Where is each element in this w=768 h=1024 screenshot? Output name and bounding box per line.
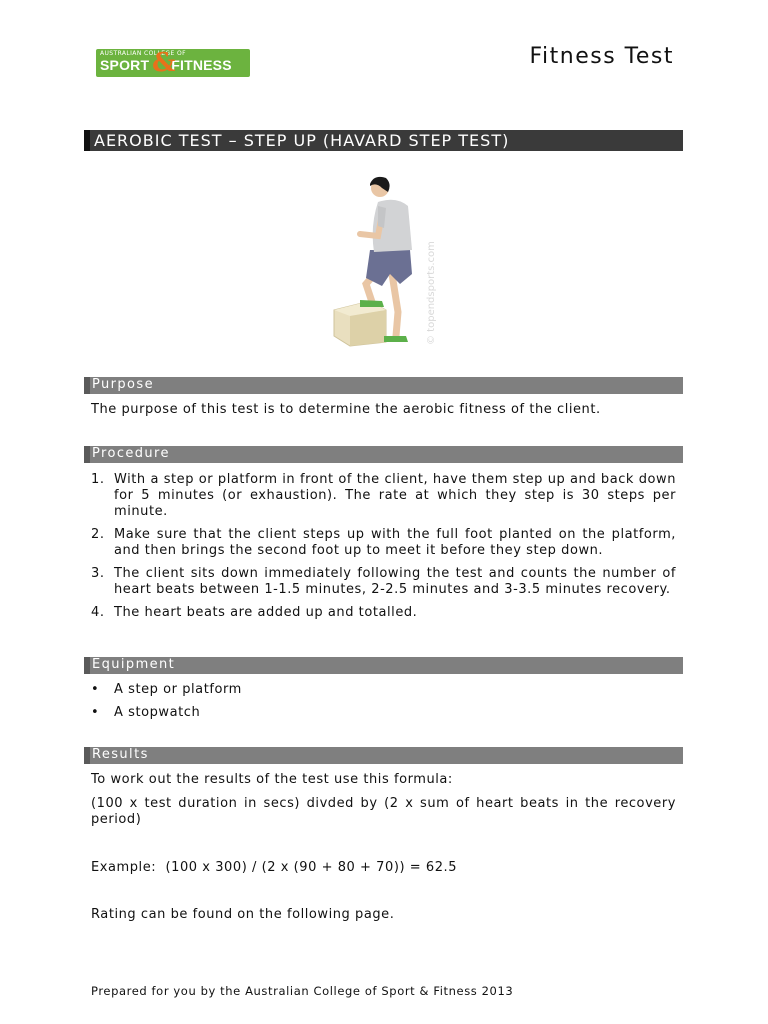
list-item bbox=[91, 682, 676, 698]
list-item-text: Make sure that the client steps up with the full foot planted on the platform, and then brings the second foot up to meet it before they step down. bbox=[114, 527, 676, 558]
equipment-heading: Equipment bbox=[92, 657, 176, 672]
results-example: Example: (100 x 300) / (2 x (90 + 80 + 70)) = 62.5 bbox=[91, 860, 458, 875]
bullet-icon: • bbox=[91, 705, 100, 720]
procedure-heading-bar bbox=[84, 446, 683, 463]
college-logo bbox=[96, 49, 250, 77]
list-item-number: 1. bbox=[91, 472, 105, 487]
logo-ampersand: & bbox=[152, 49, 176, 77]
procedure-list bbox=[91, 472, 676, 628]
list-item-text: The client sits down immediately following the test and counts the number of heart beats between 1-1.5 minutes, 2-2.5 minutes and 3-3.5 minutes recovery. bbox=[114, 566, 676, 597]
page-footer: Prepared for you by the Australian College of Sport & Fitness 2013 bbox=[91, 984, 514, 998]
list-item-text: The heart beats are added up and totalled. bbox=[114, 605, 418, 620]
list-item-number: 4. bbox=[91, 605, 105, 620]
list-item-text: A stopwatch bbox=[114, 705, 201, 720]
list-item bbox=[91, 605, 676, 621]
page-title: Fitness Test bbox=[529, 44, 674, 69]
equipment-heading-bar bbox=[84, 657, 683, 674]
list-item-number: 2. bbox=[91, 527, 105, 542]
person-stepping-icon bbox=[326, 170, 446, 355]
results-formula: (100 x test duration in secs) divded by (2 x sum of heart beats in the recovery period) bbox=[91, 796, 676, 827]
figure-watermark: © topendsports.com bbox=[426, 241, 437, 345]
logo-top-text: AUSTRALIAN COLLEGE OF bbox=[100, 50, 186, 57]
logo-fitness-text: FITNESS bbox=[171, 57, 232, 73]
purpose-text: The purpose of this test is to determine the aerobic fitness of the client. bbox=[91, 402, 601, 417]
step-test-illustration bbox=[326, 170, 446, 355]
list-item-number: 3. bbox=[91, 566, 105, 581]
results-heading: Results bbox=[92, 747, 149, 762]
purpose-heading-bar bbox=[84, 377, 683, 394]
list-item bbox=[91, 566, 676, 598]
main-heading: AEROBIC TEST – STEP UP (HAVARD STEP TEST) bbox=[94, 131, 510, 150]
equipment-list bbox=[91, 682, 676, 728]
bullet-icon: • bbox=[91, 682, 100, 697]
list-item-text: A step or platform bbox=[114, 682, 242, 697]
purpose-heading: Purpose bbox=[92, 377, 154, 392]
results-intro: To work out the results of the test use this formula: bbox=[91, 772, 453, 787]
results-heading-bar bbox=[84, 747, 683, 764]
list-item bbox=[91, 472, 676, 520]
main-heading-bar bbox=[84, 130, 683, 151]
list-item-text: With a step or platform in front of the client, have them step up and back down for 5 minutes (or exhaustion). The rate at which they step is 30 steps per minute. bbox=[114, 472, 676, 519]
logo-sport-text: SPORT bbox=[100, 57, 150, 73]
procedure-heading: Procedure bbox=[92, 446, 170, 461]
list-item bbox=[91, 527, 676, 559]
list-item bbox=[91, 705, 676, 721]
results-rating-note: Rating can be found on the following page. bbox=[91, 907, 395, 922]
